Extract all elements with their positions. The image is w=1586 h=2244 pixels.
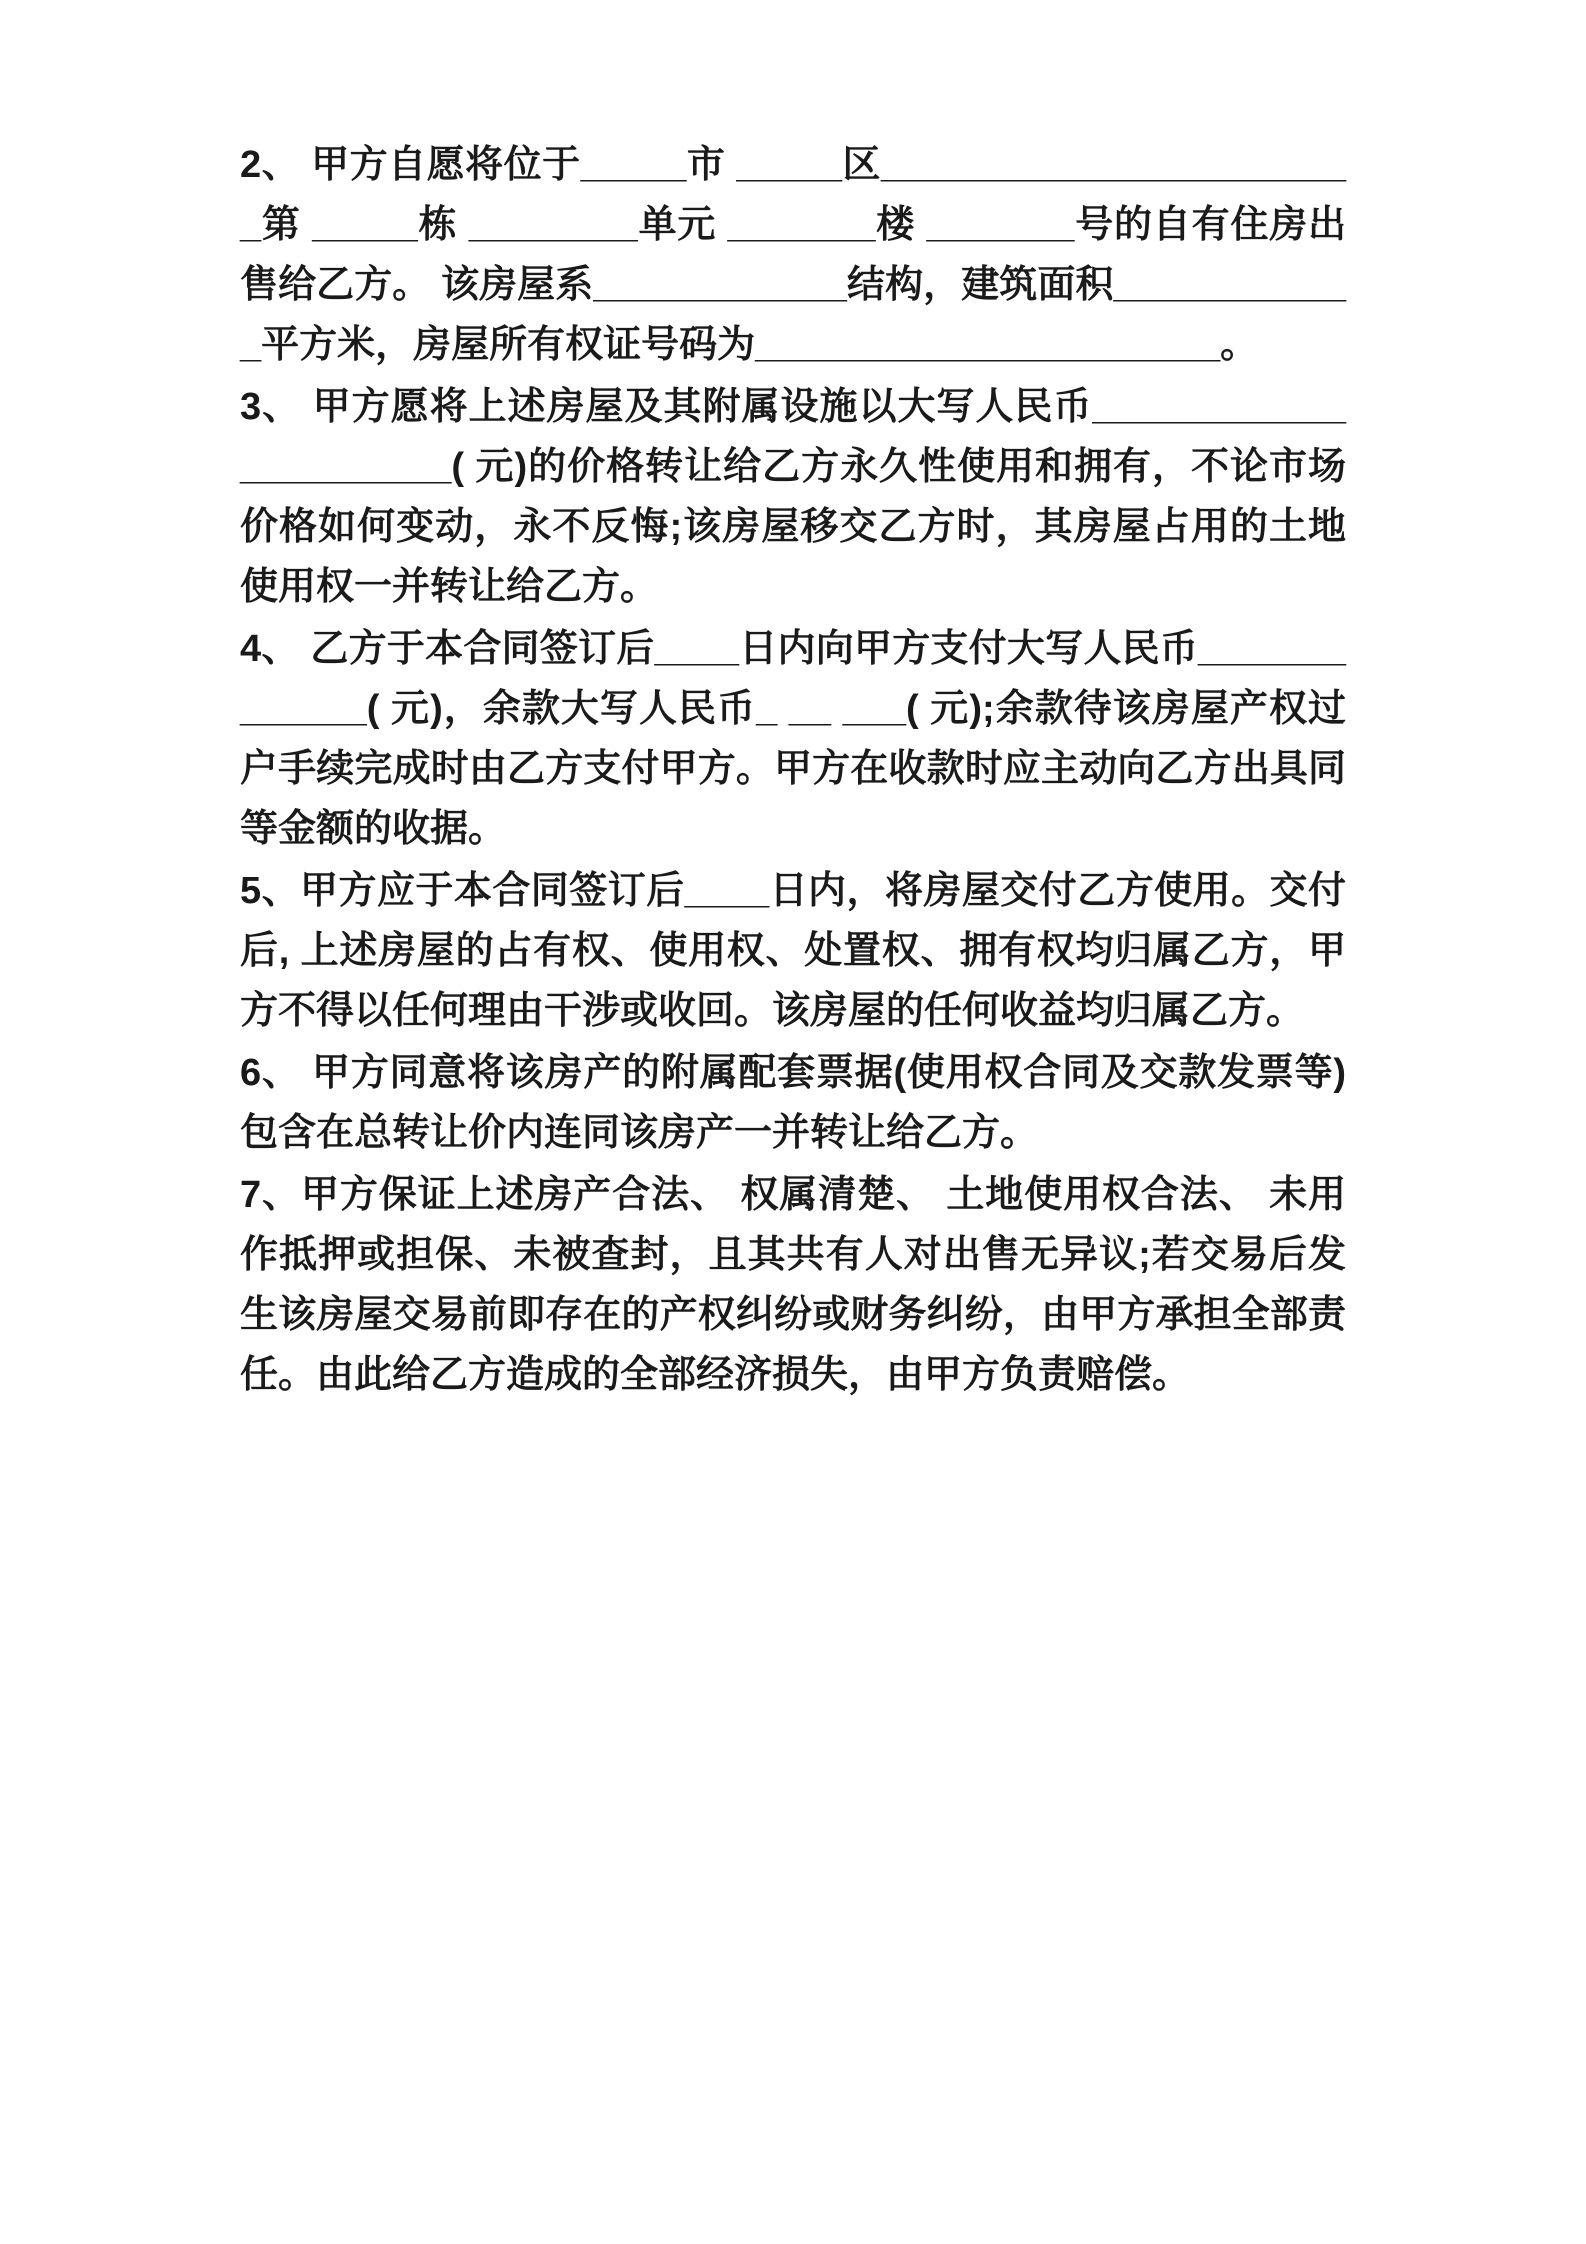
contract-clause-7: 7、甲方保证上述房产合法、 权属清楚、 土地使用权合法、 未用作抵押或担保、未被查封，且其共有人对出售无异议;若交易后发生该房屋交易前即存在的产权纠纷或财务纠纷，由甲方承担全部责任。由此给乙方造成的全部经济损失，由甲方负责赔偿。 <box>240 1174 1346 1396</box>
contract-body <box>240 135 1357 1405</box>
contract-clause-4: 4、 乙方于本合同签订后____日内向甲方支付大写人民币_____________( 元)，余款大写人民币_ __ ___( 元);余款待该房屋产权过户手续完成时由乙方支付甲方。甲方在收款时应主动向乙方出具同等金额的收据。 <box>240 628 1346 850</box>
contract-clause-2: 2、 甲方自愿将位于_____市 _____区_______________________第 _____栋 ________单元 _______楼 _______号的自有住房出售给乙方。 该房屋系____________结构，建筑面积____________平方米，房屋所有权证号码为______________________。 <box>240 144 1346 366</box>
contract-clause-5: 5、甲方应于本合同签订后____日内，将房屋交付乙方使用。交付后, 上述房屋的占有权、使用权、处置权、拥有权均归属乙方，甲方不得以任何理由干涉或收回。该房屋的任何收益均归属乙方。 <box>240 870 1346 1032</box>
contract-clause-3: 3、 甲方愿将上述房屋及其附属设施以大写人民币____________ __________( 元)的价格转让给乙方永久性使用和拥有，不论市场价格如何变动，永不反悔;该房屋移交乙方时，其房屋占用的土地使用权一并转让给乙方。 <box>240 386 1357 608</box>
contract-clause-6: 6、 甲方同意将该房产的附属配套票据(使用权合同及交款发票等)包含在总转让价内连同该房产一并转让给乙方。 <box>240 1052 1346 1154</box>
